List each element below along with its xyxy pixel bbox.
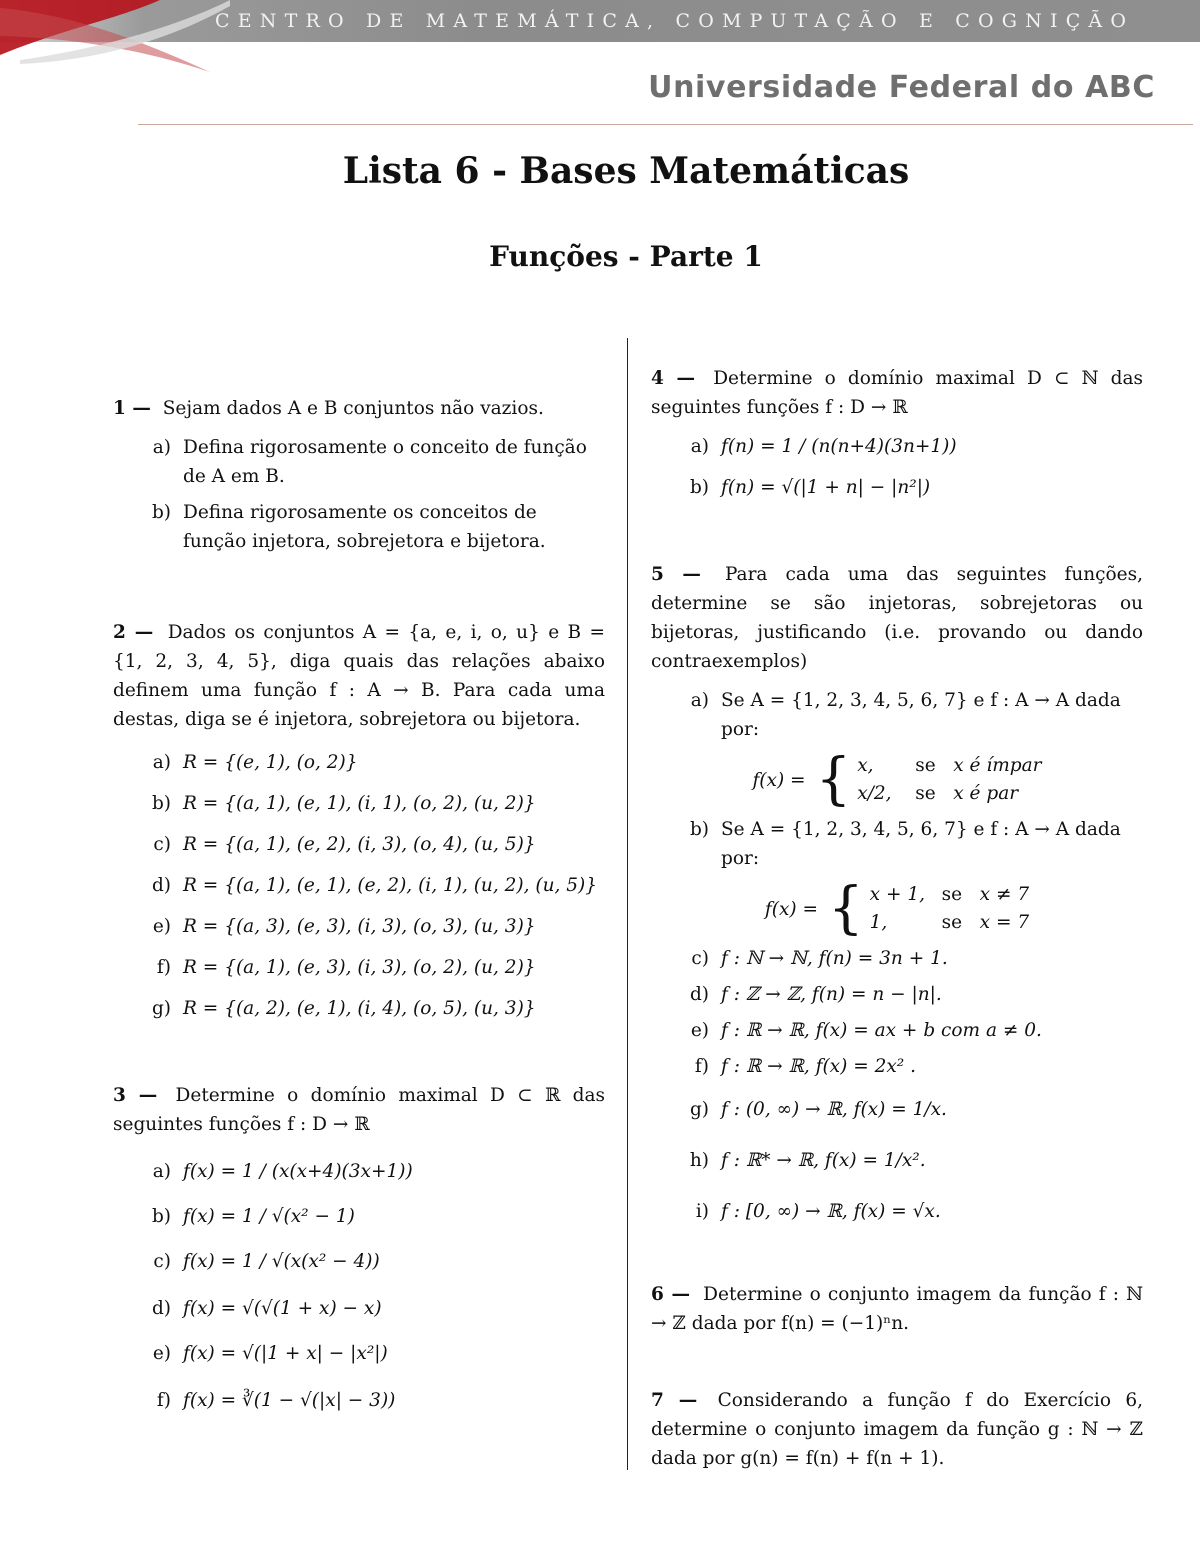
page-title: Lista 6 - Bases Matemáticas: [342, 150, 910, 192]
list-item: b) Se A = {1, 2, 3, 4, 5, 6, 7} e f : A → A dada por:: [689, 819, 1121, 869]
exercise-4: [651, 364, 1143, 502]
ufabc-logo-swoosh: [0, 0, 230, 85]
list-item: c) R = {(a, 1), (e, 2), (i, 3), (o, 4), (u, 5)}: [153, 834, 536, 855]
exercise-6: [651, 1280, 1143, 1338]
exercise-3: [113, 1081, 605, 1415]
list-item: f) R = {(a, 1), (e, 3), (i, 3), (o, 2), (u, 2)}: [156, 957, 536, 978]
list-item: d) R = {(a, 1), (e, 1), (e, 2), (i, 1), (u, 2), (u, 5)}: [151, 875, 598, 896]
list-item: f) f(x) = ∛(1 − √(|x| − 3)): [156, 1390, 396, 1411]
page-subtitle: Funções - Parte 1: [489, 240, 763, 273]
left-brace-icon: {: [815, 747, 852, 812]
list-item: h) f : ℝ* → ℝ, f(x) = 1/x².: [689, 1150, 926, 1171]
list-item: a) f(x) = 1 / (x(x+4)(3x+1)): [152, 1161, 413, 1182]
university-name: Universidade Federal do ABC: [648, 70, 1155, 105]
left-brace-icon: {: [828, 876, 864, 941]
exercise-number: 1 —: [113, 398, 151, 419]
list-item: g) R = {(a, 2), (e, 1), (i, 4), (o, 5), (u, 3)}: [151, 998, 536, 1019]
exercise-1: [113, 394, 605, 556]
exercise-5: [651, 560, 1143, 1226]
column-divider: [627, 338, 628, 1470]
list-item: a) R = {(e, 1), (o, 2)}: [152, 752, 358, 773]
list-item: a) f(n) = 1 / (n(n+4)(3n+1)): [690, 436, 957, 457]
list-item: a) Defina rigorosamente o conceito de função de A em B.: [152, 437, 587, 487]
list-item: i) f : [0, ∞) → ℝ, f(x) = √x.: [695, 1201, 941, 1222]
list-item: c) f : ℕ → ℕ, f(n) = 3n + 1.: [691, 948, 948, 969]
list-item: c) f(x) = 1 / √(x(x² − 4)): [153, 1251, 380, 1272]
exercise-number: 6 —: [651, 1284, 691, 1305]
exercise-number: 2 —: [113, 622, 154, 643]
list-item: b) R = {(a, 1), (e, 1), (i, 1), (o, 2), (u, 2)}: [151, 793, 536, 814]
exercise-text: Considerando a função f do Exercício 6, determine o conjunto imagem da função g : ℕ → ℤ dada por g(n) = f(n) + f(n + 1).: [651, 1390, 1143, 1469]
list-item: d) f(x) = √(√(1 + x) − x): [151, 1298, 382, 1319]
list-item: d) f : ℤ → ℤ, f(n) = n − |n|.: [689, 984, 942, 1005]
center-name: CENTRO DE MATEMÁTICA, COMPUTAÇÃO E COGNIÇÃO: [215, 10, 1135, 32]
right-column: [651, 364, 1143, 1535]
exercise-text: Determine o conjunto imagem da função f : ℕ → ℤ dada por f(n) = (−1)ⁿn.: [651, 1284, 1143, 1334]
list-item: e) R = {(a, 3), (e, 3), (i, 3), (o, 3), (u, 3)}: [152, 916, 536, 937]
list-item: e) f(x) = √(|1 + x| − |x²|): [152, 1343, 388, 1364]
piecewise-definition: f(x) = { x, se x é ímpar x/2, se x é par: [752, 747, 1042, 812]
list-item: b) f(n) = √(|1 + n| − |n²|): [689, 477, 931, 498]
piecewise-definition: f(x) = { x + 1, se x ≠ 7 1, se x = 7: [764, 876, 1030, 941]
list-item: e) f : ℝ → ℝ, f(x) = ax + b com a ≠ 0.: [690, 1020, 1042, 1041]
exercise-number: 5 —: [651, 564, 701, 585]
exercise-2: [113, 618, 605, 1023]
exercise-number: 3 —: [113, 1085, 158, 1106]
exercise-text: Para cada uma das seguintes funções, determine se são injetoras, sobrejetoras ou bijetoras, justificando (i.e. provando ou dando contraexemplos): [651, 564, 1143, 672]
exercise-number: 4 —: [651, 368, 696, 389]
list-item: a) Se A = {1, 2, 3, 4, 5, 6, 7} e f : A → A dada por:: [690, 690, 1121, 740]
exercise-text: Dados os conjuntos A = {a, e, i, o, u} e B = {1, 2, 3, 4, 5}, diga quais das relações abaixo definem uma função f : A → B. Para cada uma destas, diga se é injetora, sobrejetora ou bijetora.: [113, 622, 605, 730]
exercise-number: 7 —: [651, 1390, 698, 1411]
list-item: g) f : (0, ∞) → ℝ, f(x) = 1/x.: [689, 1099, 947, 1120]
left-column: [113, 394, 605, 1477]
exercise-text: Determine o domínio maximal D ⊂ ℝ das seguintes funções f : D → ℝ: [113, 1085, 605, 1135]
exercise-7: [651, 1386, 1143, 1473]
exercise-text: Sejam dados A e B conjuntos não vazios.: [162, 398, 544, 419]
list-item: b) Defina rigorosamente os conceitos de função injetora, sobrejetora e bijetora.: [151, 502, 546, 552]
header-divider: [138, 124, 1193, 125]
list-item: b) f(x) = 1 / √(x² − 1): [151, 1206, 355, 1227]
list-item: f) f : ℝ → ℝ, f(x) = 2x² .: [694, 1056, 916, 1077]
exercise-text: Determine o domínio maximal D ⊂ ℕ das seguintes funções f : D → ℝ: [651, 368, 1143, 418]
